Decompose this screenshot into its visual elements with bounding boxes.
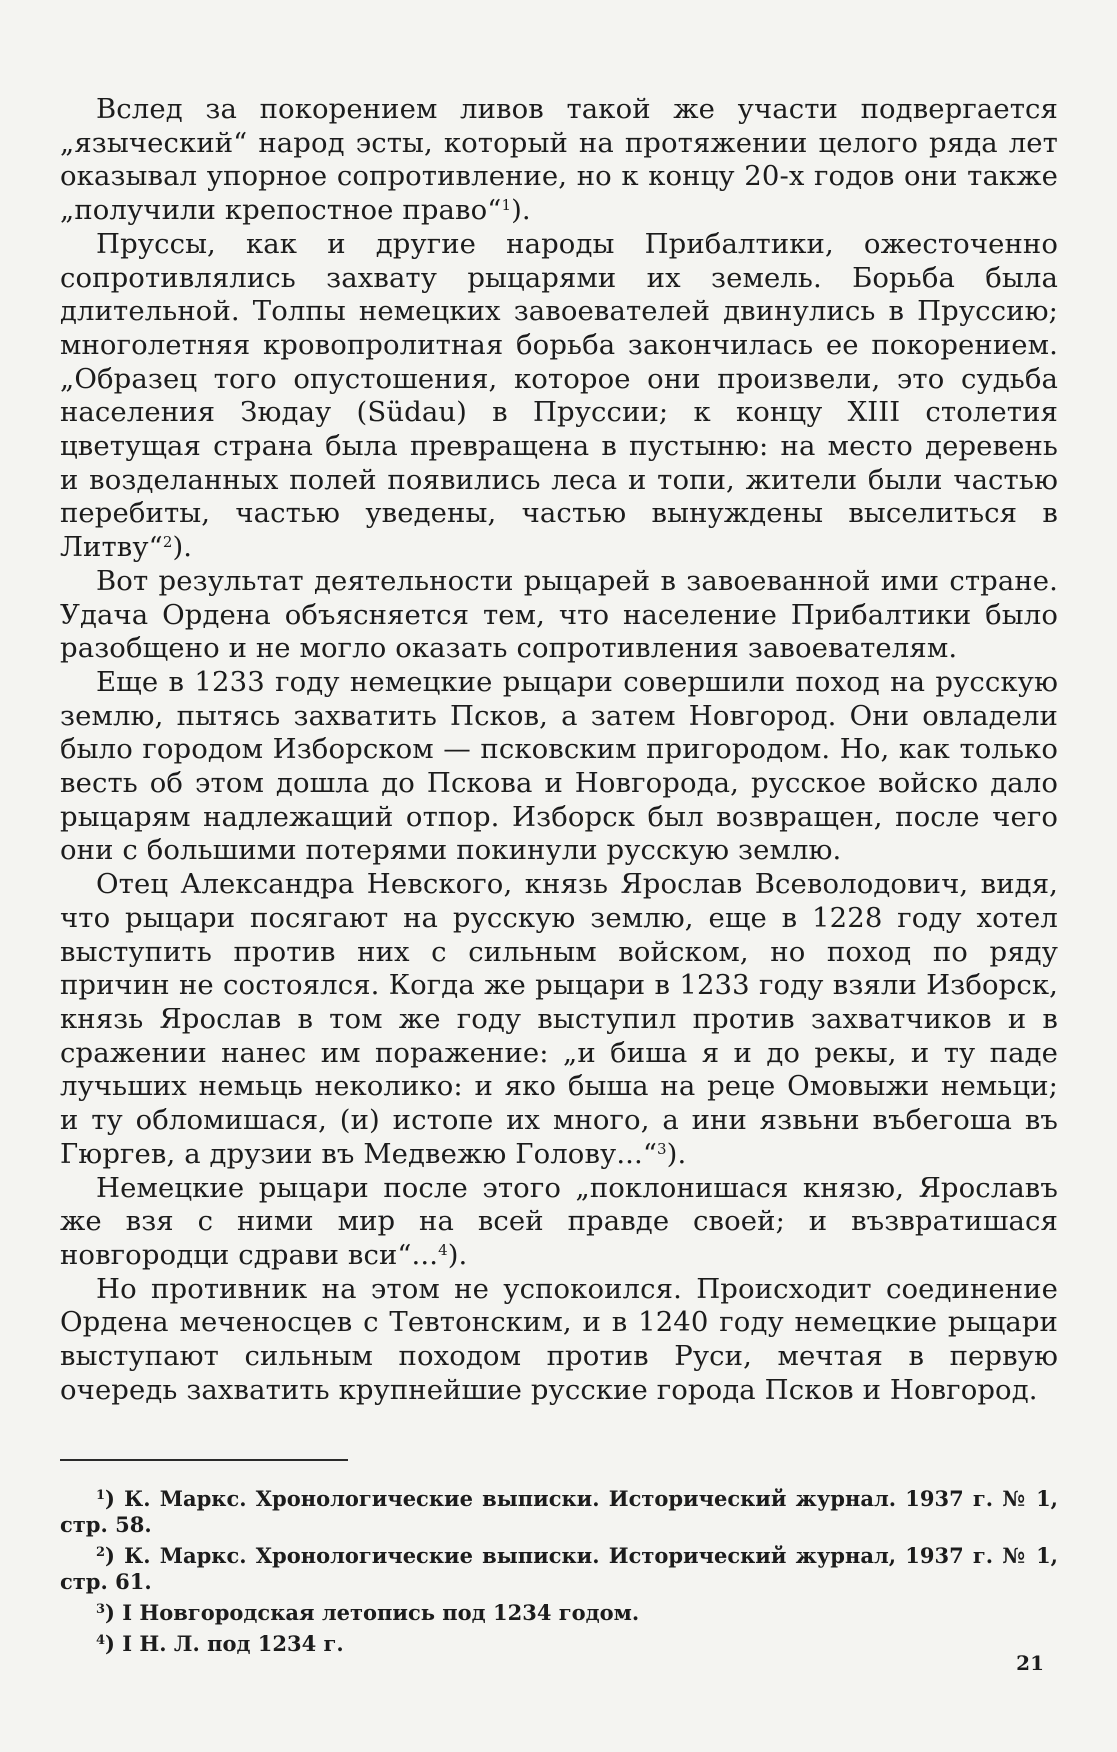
- footnote-ref: 2: [162, 533, 173, 552]
- main-text: [60, 93, 1058, 1407]
- footnotes: [60, 1486, 1058, 1662]
- paragraph: Отец Александра Невского, князь Ярослав Всеволодович, видя, что рыцари посягают на русскую землю, еще в 1228 году хотел выступить против них с сильным войском, но поход по ряду причин не состоялся. Когда же рыцари в 1233 году взяли Изборск, князь Ярослав в том же году выступил против захватчиков и в сражении нанес им поражение: „и биша я и до рекы, и ту паде лучьших немьць неколико: и яко быша на реце Омовыжи немьци; и ту обломишася, (и) истопе их много, а ини язвьни въбегоша въ Гюргев, а друзии въ Медвежю Голову...“$^3$).: [60, 868, 1058, 1170]
- paragraph: Пруссы, как и другие народы Прибалтики, ожесточенно сопротивлялись захвату рыцарями их земель. Борьба была длительной. Толпы немецких завоевателей двинулись в Пруссию; многолетняя кровопролитная борьба закончилась ее покорением. „Образец того опустошения, которое они произвели, это судьба населения Зюдау (Südau) в Пруссии; к концу XIII столетия цветущая страна была превращена в пустыню: на место деревень и возделанных полей появились леса и топи, жители были частью перебиты, частью уведены, частью вынуждены выселиться в Литву“$^2$).: [60, 227, 1058, 564]
- footnote-divider: [60, 1459, 348, 1461]
- footnote: $^2$) К. Маркс. Хронологические выписки. Исторический журнал, 1937 г. № 1, стр. 61.: [60, 1543, 1058, 1594]
- footnote-ref: 3: [657, 1139, 667, 1158]
- footnote-ref: 1: [501, 196, 512, 215]
- footnote-ref: 4: [438, 1240, 448, 1259]
- paragraph: Вслед за покорением ливов такой же участи подвергается „языческий“ народ эсты, который на протяжении целого ряда лет оказывал упорное сопротивление, но к концу 20-х годов они также „получили крепостное право“$^1$).: [60, 93, 1058, 227]
- footnote: $^4$) I Н. Л. под 1234 г.: [96, 1631, 344, 1656]
- paragraph: Еще в 1233 году немецкие рыцари совершили поход на русскую землю, пытясь захватить Псков, а затем Новгород. Они овладели было городом Изборском — псковским пригородом. Но, как только весть об этом дошла до Пскова и Новгорода, русское войско дало рыцарям надлежащий отпор. Изборск был возвращен, после чего они с большими потерями покинули русскую землю.: [60, 665, 1058, 867]
- footnote: $^3$) I Новгородская летопись под 1234 годом.: [96, 1600, 640, 1625]
- footnote: $^1$) К. Маркс. Хронологические выписки. Исторический журнал. 1937 г. № 1, стр. 58.: [60, 1486, 1058, 1537]
- paragraph: Вот результат деятельности рыцарей в завоеванной ими стране. Удача Ордена объясняется тем, что население Прибалтики было разобщено и не могло оказать сопротивления завоевателям.: [60, 564, 1058, 665]
- page-number: 21: [1016, 1651, 1044, 1675]
- paragraph: Но противник на этом не успокоился. Происходит соединение Ордена меченосцев с Тевтонским, и в 1240 году немецкие рыцари выступают сильным походом против Руси, мечтая в первую очередь захватить крупнейшие русские города Псков и Новгород.: [60, 1272, 1058, 1406]
- paragraph: Немецкие рыцари после этого „поклонишася князю, Ярославъ же взя с ними мир на всей правде своей; и възвратишася новгородци сдрави вси“...$^4$).: [60, 1171, 1058, 1271]
